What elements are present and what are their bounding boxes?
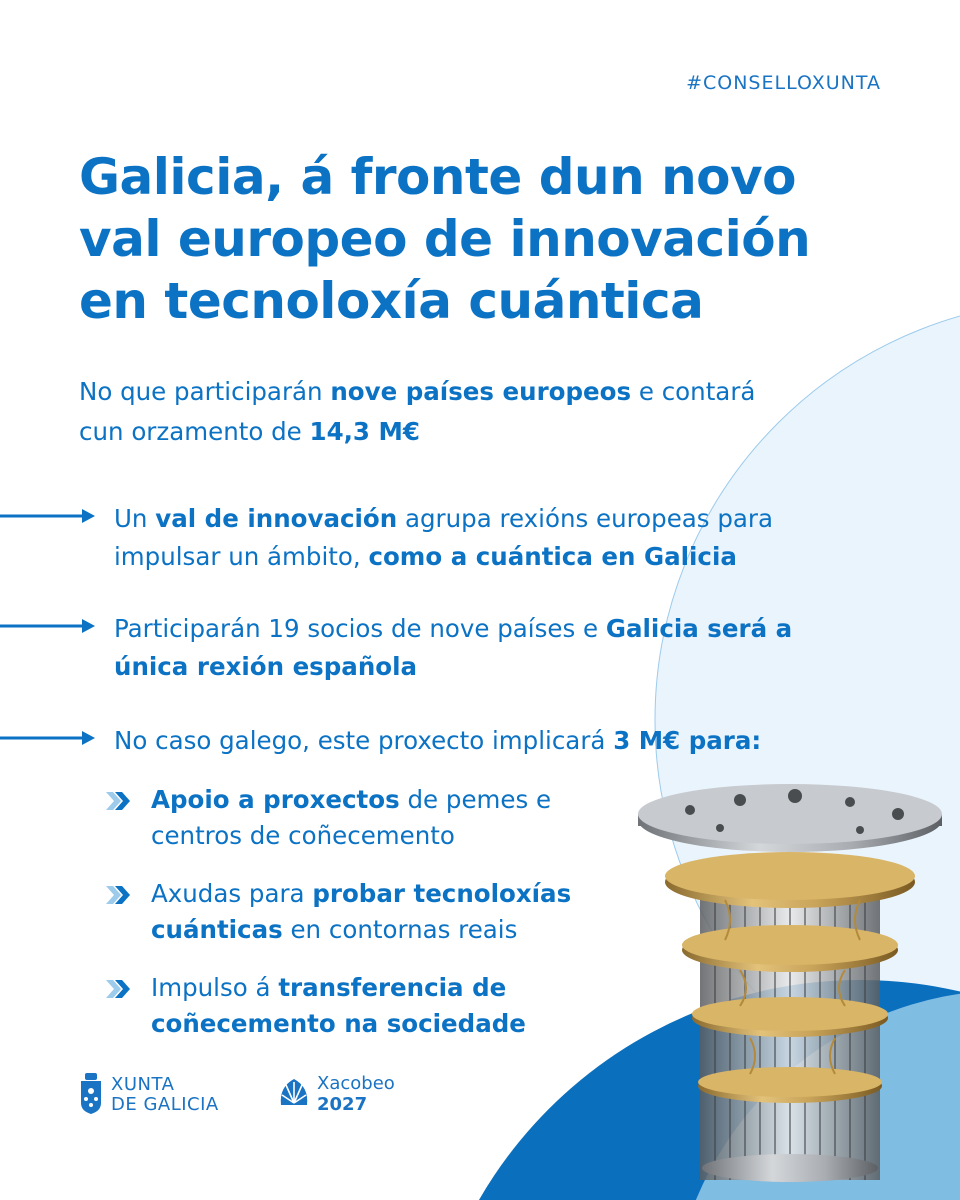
bullet-text	[114, 500, 894, 576]
subtitle-text: cun orzamento de	[79, 417, 310, 446]
double-chevron-icon	[104, 883, 132, 907]
highlight: Galicia será a	[605, 614, 793, 643]
title-line-2: val europeo de innovación	[79, 210, 811, 268]
text: Un	[114, 504, 156, 533]
xunta-text-line2: DE GALICIA	[111, 1094, 219, 1115]
highlight: probar tecnoloxías	[312, 879, 572, 908]
xacobeo-text-line1: Xacobeo	[317, 1073, 395, 1094]
highlight: Apoio a proxectos	[151, 785, 400, 814]
arrow-right-icon	[0, 508, 96, 524]
highlight: 3 M€ para:	[613, 726, 762, 755]
xunta-text-line1: XUNTA	[111, 1074, 175, 1095]
scallop-shell-icon	[277, 1075, 311, 1109]
highlight: val de innovación	[155, 504, 398, 533]
text: agrupa rexións europeas para	[397, 504, 774, 533]
xunta-shield-icon	[79, 1073, 103, 1115]
subitem-text	[151, 970, 631, 1042]
text: Axudas para	[151, 879, 313, 908]
highlight: como a cuántica en Galicia	[368, 542, 737, 571]
arrow-right-icon	[0, 730, 96, 746]
xacobeo-text-line2: 2027	[317, 1094, 368, 1115]
highlight: cuánticas	[151, 915, 283, 944]
highlight: transferencia de	[278, 973, 507, 1002]
text: Impulso á	[151, 973, 279, 1002]
subitem-text	[151, 782, 631, 854]
page-title	[79, 146, 879, 332]
subtitle-highlight: nove países europeos	[330, 377, 632, 406]
text: impulsar un ámbito,	[114, 542, 369, 571]
subtitle	[79, 372, 879, 452]
double-chevron-icon	[104, 977, 132, 1001]
bullet-text	[114, 610, 894, 686]
subtitle-highlight: 14,3 M€	[309, 417, 420, 446]
hashtag: #CONSELLOXUNTA	[686, 72, 881, 94]
subtitle-text: e contará	[631, 377, 756, 406]
text: en contornas reais	[282, 915, 518, 944]
text: No caso galego, este proxecto implicará	[114, 726, 614, 755]
text: Participarán 19 socios de nove países e	[114, 614, 606, 643]
highlight: única rexión española	[114, 652, 418, 681]
subitem-text	[151, 876, 631, 948]
quantum-computer-image	[630, 770, 948, 1200]
double-chevron-icon	[104, 789, 132, 813]
title-line-1: Galicia, á fronte dun novo	[79, 148, 796, 206]
highlight: coñecemento na sociedade	[151, 1009, 526, 1038]
xunta-de-galicia-logo	[79, 1073, 249, 1117]
subtitle-text: No que participarán	[79, 377, 331, 406]
xacobeo-logo	[277, 1073, 427, 1117]
arrow-right-icon	[0, 618, 96, 634]
text: centros de coñecemento	[151, 821, 455, 850]
text: de pemes e	[399, 785, 552, 814]
bullet-text	[114, 722, 894, 760]
title-line-3: en tecnoloxía cuántica	[79, 272, 704, 330]
